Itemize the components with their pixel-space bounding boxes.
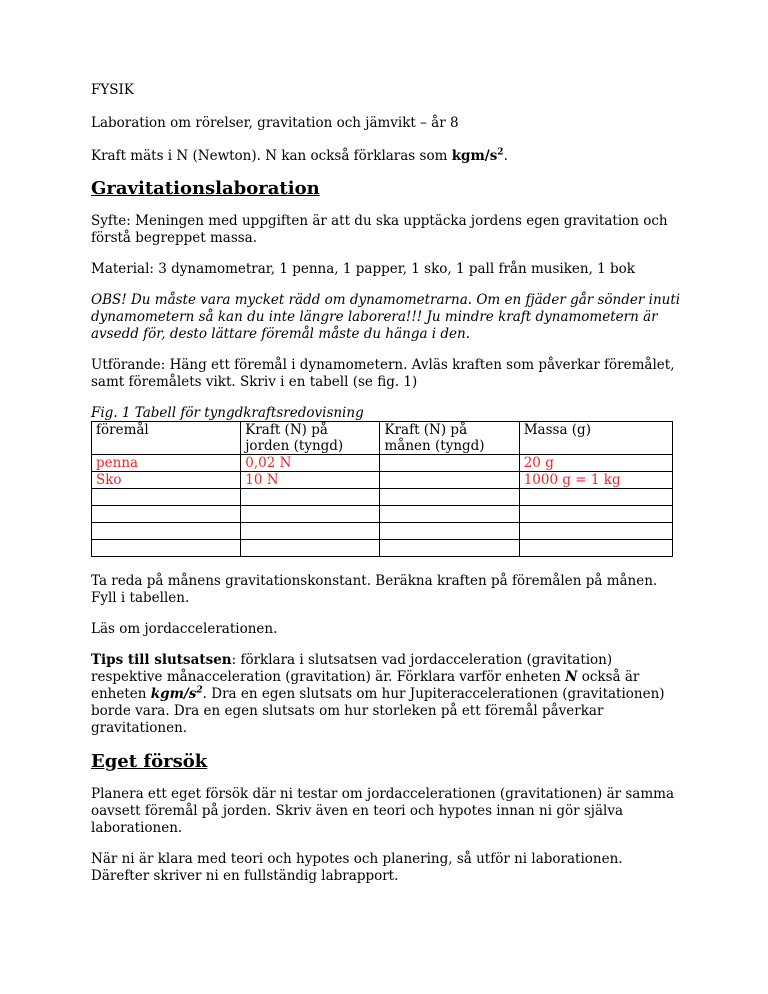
unit-n: N [565,669,578,685]
table-cell: 0,02 N [241,455,380,472]
table-cell: 10 N [241,472,380,489]
table-header-row [92,422,673,455]
table-cell [519,489,672,506]
header-label: FYSIK [91,82,134,98]
table-row [92,472,673,489]
header-cell: Massa (g) [519,422,672,455]
table-cell [92,523,241,540]
nar-ni-paragraph: När ni är klara med teori och hypotes och planering, så utför ni laborationen. Därefter skriver ni en fullständig labrapport. [91,851,623,884]
table-cell [92,489,241,506]
obs-warning: OBS! Du måste vara mycket rädd om dynamometrarna. Om en fjäder går sönder inuti dynamometern så kan du inte längre laborera!!! Ju mindre kraft dynamometern är avsedd för, desto lättare föremål måste du hänga i den. [91,292,681,342]
ta-reda-paragraph: Ta reda på månens gravitationskonstant. Beräkna kraften på föremålen på månen. Fyll i tabellen. [91,573,658,606]
table-row [92,455,673,472]
material-paragraph: Material: 3 dynamometrar, 1 penna, 1 papper, 1 sko, 1 pall från musiken, 1 bok [91,261,635,277]
syfte-paragraph: Syfte: Meningen med uppgiften är att du ska upptäcka jordens egen gravitation och förstå begreppet massa. [91,213,668,246]
section-title-gravitation: Gravitationslaboration [91,178,320,199]
table-cell [380,472,519,489]
header-cell: Kraft (N) på månen (tyngd) [380,422,519,455]
table-cell [92,506,241,523]
las-om-paragraph: Läs om jordaccelerationen. [91,621,278,637]
header-cell: Kraft (N) på jorden (tyngd) [241,422,380,455]
table-cell [241,506,380,523]
table-row [92,523,673,540]
table-cell [519,523,672,540]
table-cell [519,506,672,523]
table-row [92,506,673,523]
utforande-paragraph: Utförande: Häng ett föremål i dynamometern. Avläs kraften som påverkar föremålet, samt föremålets vikt. Skriv i en tabell (se fig. 1) [91,357,675,390]
table-cell [380,523,519,540]
table-cell: 20 g [519,455,672,472]
table-cell [380,506,519,523]
table-row [92,489,673,506]
newton-paragraph: Kraft mäts i N (Newton). N kan också förklaras som kgm/$s^2$. [91,147,508,164]
table-cell [380,540,519,557]
newton-text: Kraft mäts i N (Newton). N kan också förklaras som [91,148,452,164]
table-cell: 1000 g = 1 kg [519,472,672,489]
planera-paragraph: Planera ett eget försök där ni testar om jordaccelerationen (gravitationen) är samma oavsett föremål på jorden. Skriv även en teori och hypotes innan ni gör själva laborationen. [91,786,674,836]
header-cell: föremål [92,422,241,455]
table-row [92,540,673,557]
table-cell [241,540,380,557]
table-cell [380,489,519,506]
unit-kgms2: kgm/$s^2$ [150,685,203,702]
document-content [91,82,681,885]
table-cell: Sko [92,472,241,489]
section-title-eget-forsok: Eget försök [91,751,208,772]
tips-label: Tips till slutsatsen [91,652,232,668]
table-cell [380,455,519,472]
newton-unit: kgm/$s^2$ [451,147,504,164]
table-cell [92,540,241,557]
table-cell: penna [92,455,241,472]
gravity-table [91,421,673,557]
table-cell [519,540,672,557]
subtitle: Laboration om rörelser, gravitation och jämvikt – år 8 [91,115,459,131]
tips-paragraph: Tips till slutsatsen: förklara i slutsatsen vad jordacceleration (gravitation) respektive månacceleration (gravitation) är. Förklara varför enheten N också är enheten kgm/$s^2$. Dra en egen slutsats om hur Jupiteraccelerationen (gravitationen) borde vara. Dra en egen slutsats om hur storleken på ett föremål påverkar gravitationen. [91,652,665,736]
table-cell [241,489,380,506]
table-caption: Fig. 1 Tabell för tyngdkraftsredovisning [91,405,364,421]
table-cell [241,523,380,540]
